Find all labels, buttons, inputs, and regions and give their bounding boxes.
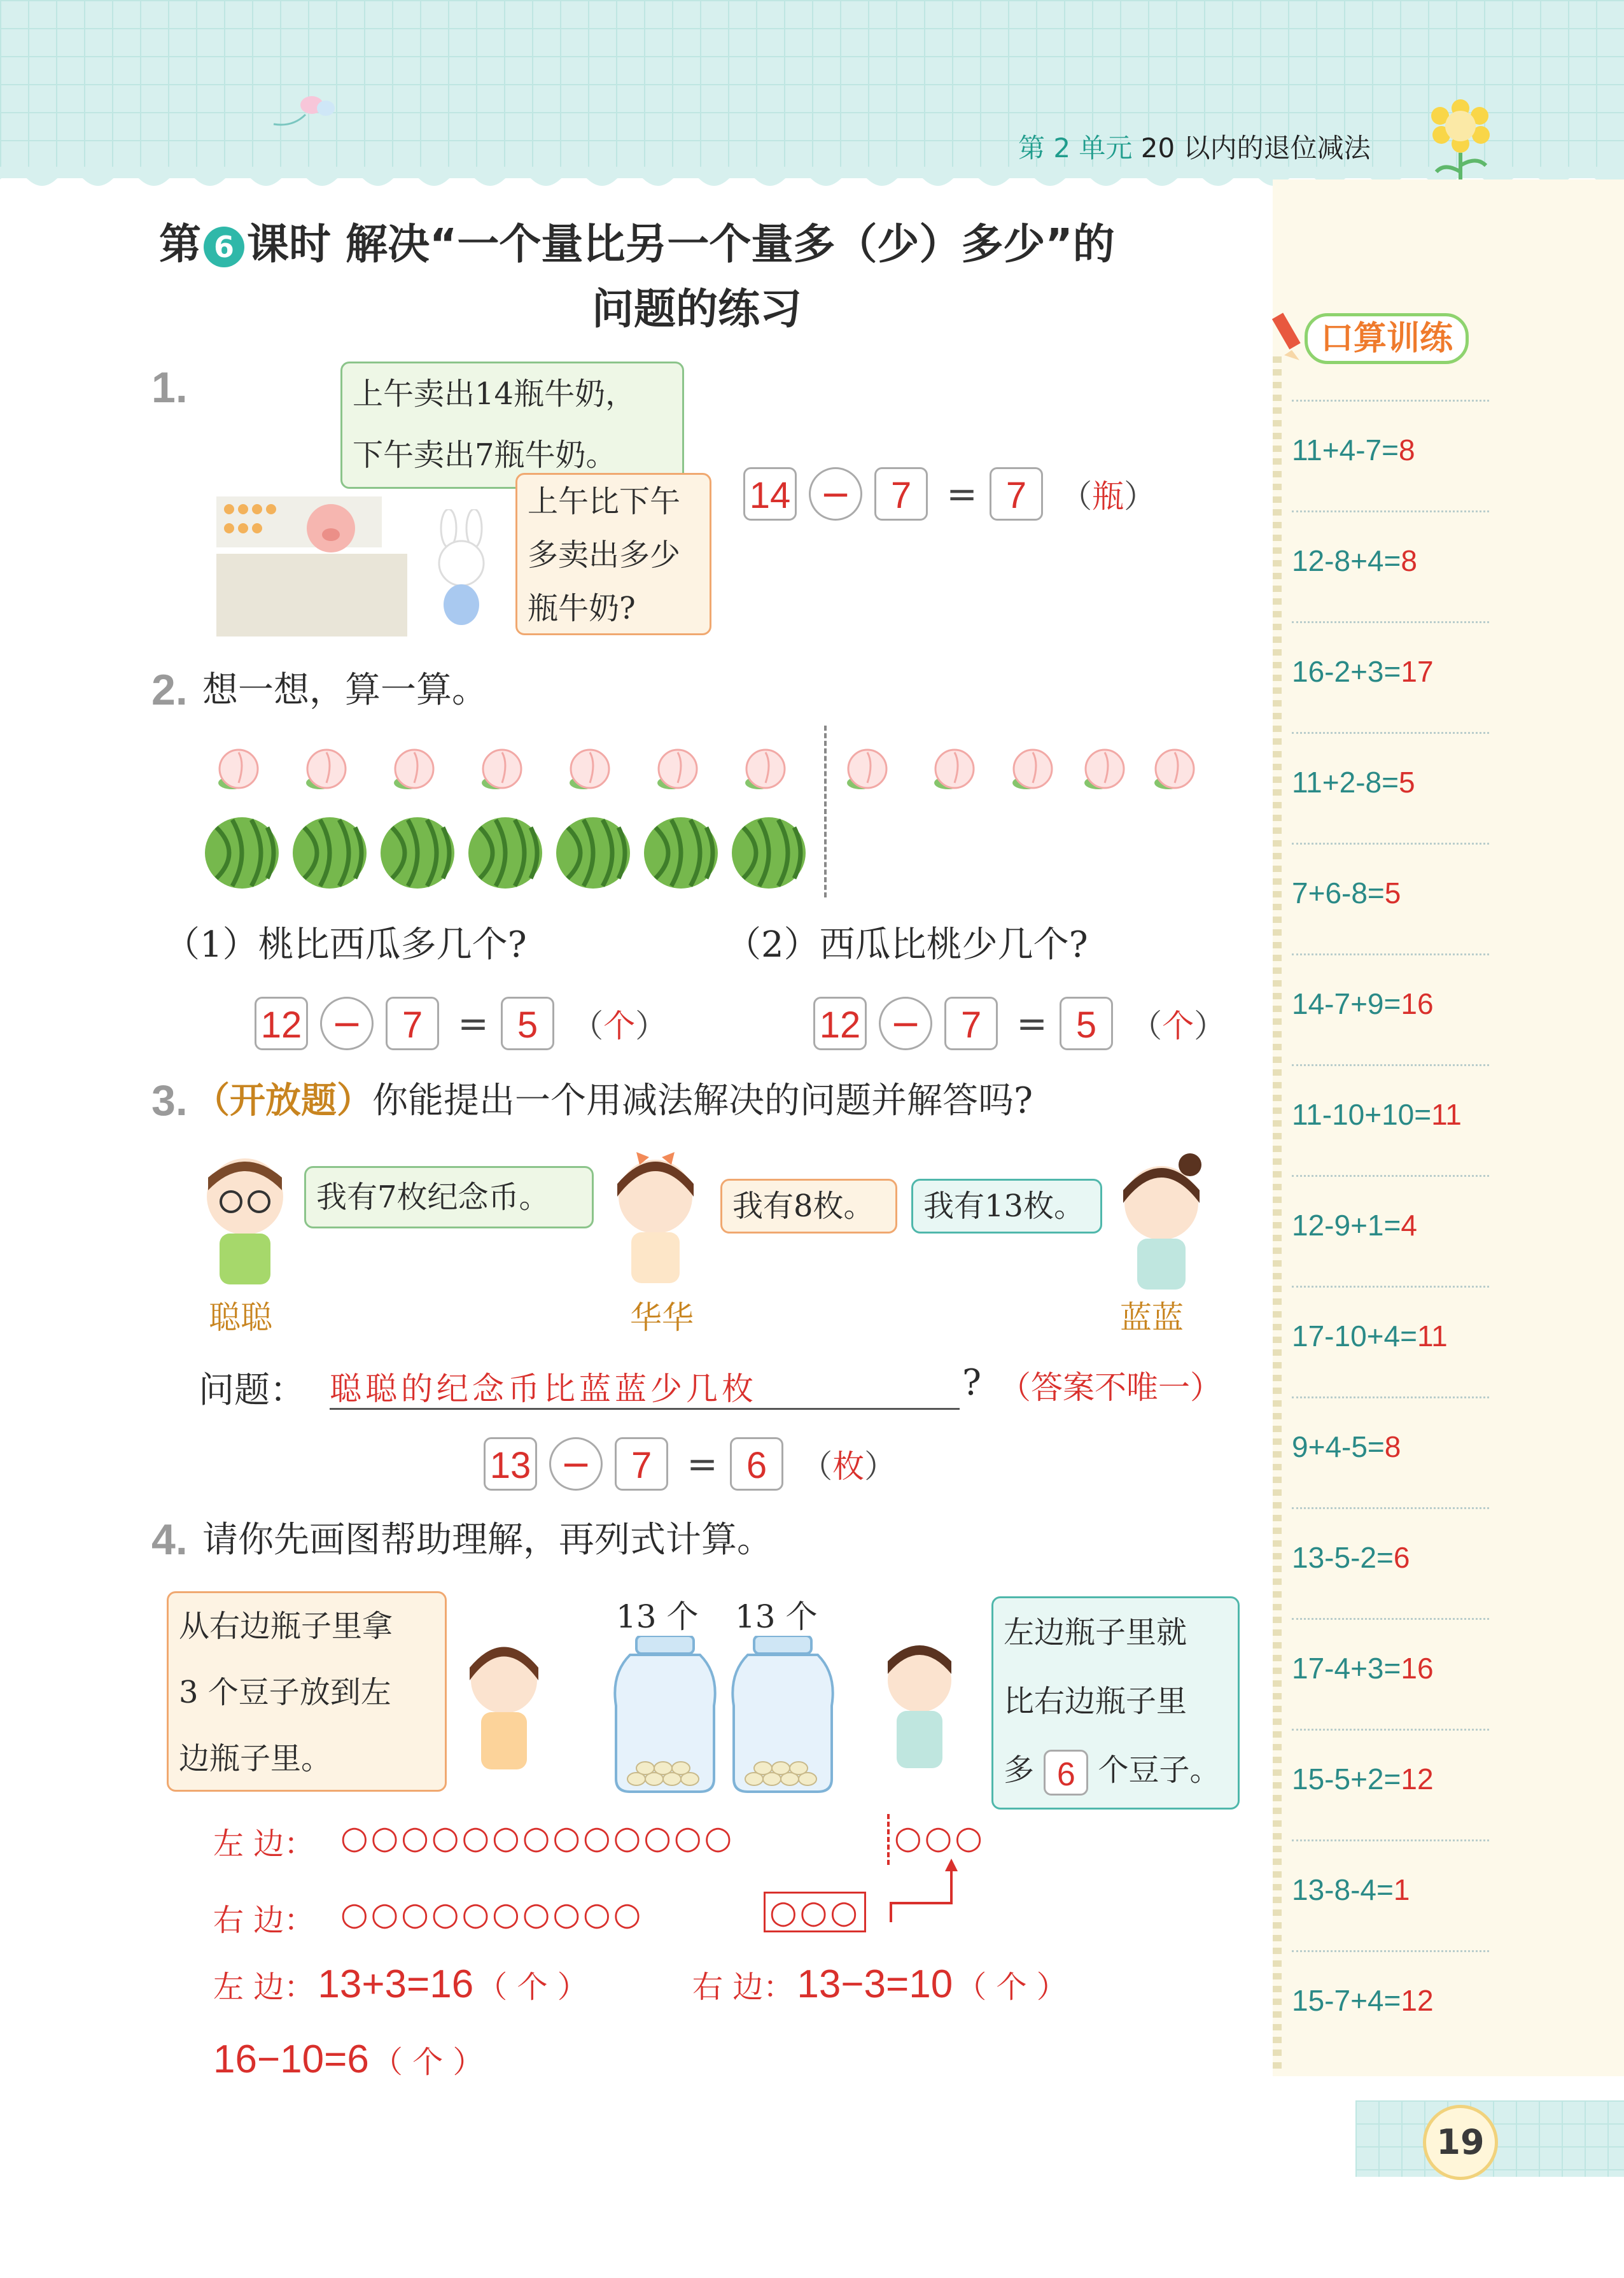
oral-calc-answer[interactable]: 16 [1401,987,1434,1020]
q4-calc3-unit: （ 个 ） [372,2044,484,2080]
oral-calc-divider [1292,953,1489,955]
lesson-title-line2: 问题的练习 [592,285,802,334]
q4-calc1: 13+3=16 [318,1962,474,2006]
oral-calc-expr: 12-8+4= [1292,544,1401,577]
q1-bubble1-line2: 下午卖出7瓶牛奶。 [353,437,617,473]
oral-calc-expr: 13-5-2= [1292,1541,1394,1574]
q3-bubble-c: 我有13枚。 [911,1179,1102,1234]
oral-calc-item [1292,1208,1483,1259]
oral-calc-answer[interactable]: 8 [1384,1430,1401,1463]
sidebar-title-badge [1266,311,1489,362]
q1-result[interactable]: 7 [990,467,1043,521]
boy-congcong-illustration [194,1152,309,1298]
oral-calc-divider [1292,1618,1489,1620]
q3-result[interactable]: 6 [730,1437,783,1491]
q3-tag: （开放题） [194,1079,372,1121]
oral-calc-expr: 15-5+2= [1292,1762,1401,1796]
q3-bubble-b: 我有8枚。 [720,1179,897,1234]
q4-bubble-answer[interactable]: 6 [1044,1750,1088,1796]
q3-equals: = [687,1442,718,1486]
q4-right-moved-circles: ○○○ [764,1892,866,1932]
q4-calc2-label: 右 边： [692,1969,794,2005]
oral-calc-item [1292,1097,1483,1148]
q4-calc-row-2 [692,1962,1067,2007]
q2-eq1-operand-a[interactable]: 12 [255,997,308,1050]
oral-calc-item [1292,544,1483,594]
oral-calc-divider [1292,400,1489,402]
q2-eq2-result[interactable]: 5 [1060,997,1113,1050]
oral-calc-divider [1292,1175,1489,1177]
oral-calc-answer[interactable]: 11 [1417,1319,1448,1353]
q4-bubble-left-line3: 边瓶子里。 [179,1741,332,1776]
oral-calc-answer[interactable]: 11 [1431,1098,1462,1131]
oral-calc-divider [1292,510,1489,512]
q3-unit: （枚） [801,1448,897,1485]
q1-bubble2-line2: 多卖出多少 [528,537,681,573]
q2-equation-2 [813,997,1235,1050]
q4-bubble-left [167,1591,447,1792]
oral-calc-divider [1292,1396,1489,1398]
oral-calc-expr: 11+2-8= [1292,766,1399,799]
q2-eq1-equals: = [458,1002,489,1045]
q4-jars-illustration [611,1636,846,1795]
jar-left-icon [615,1636,715,1792]
q4-right-circles: ○○○○○○○○○○ [340,1895,644,1932]
oral-calc-answer[interactable]: 1 [1393,1873,1410,1906]
oral-calc-item [1292,1319,1483,1370]
header-band [0,0,1624,178]
q4-jar-label-2: 13 个 [735,1598,818,1635]
girl-lanlan-illustration [1104,1152,1219,1298]
oral-calc-item [1292,1873,1483,1923]
oral-calc-expr: 14-7+9= [1292,987,1401,1020]
oral-calc-expr: 17-10+4= [1292,1319,1417,1353]
oral-calc-answer[interactable]: 12 [1401,1984,1434,2017]
q2-number: 2. [151,666,188,714]
q2-eq1-unit: （个） [571,1008,668,1044]
q4-right-label: 右 边： [213,1902,315,1938]
q2-sub2: （2）西瓜比桃少几个? [725,924,1088,966]
oral-calc-answer[interactable]: 6 [1393,1541,1410,1574]
oral-calc-item [1292,765,1483,816]
oral-calc-item [1292,1762,1483,1813]
q3-bubble-a: 我有7枚纪念币。 [304,1166,594,1228]
q1-bubble-question [515,473,711,635]
q4-bubble-left-line2: 3 个豆子放到左 [179,1675,391,1710]
oral-calc-answer[interactable]: 16 [1401,1652,1434,1685]
oral-calc-item [1292,1651,1483,1702]
q4-left-divider [887,1814,890,1865]
move-arrow-icon [878,1859,967,1929]
q1-bubble-statement [340,362,684,489]
q4-left-extra-circles: ○○○ [894,1819,985,1856]
q1-operand-b[interactable]: 7 [874,467,928,521]
oral-calc-divider [1292,1507,1489,1509]
oral-calc-item [1292,433,1483,484]
unit-title: 20 以内的退位减法 [1140,132,1371,164]
oral-calc-answer[interactable]: 17 [1401,655,1434,688]
oral-calc-divider [1292,1064,1489,1066]
q3-operand-b[interactable]: 7 [615,1437,668,1491]
oral-calc-answer[interactable]: 4 [1401,1209,1417,1242]
q4-bubble-right-line3: 多 6 个豆子。 [1004,1736,1228,1804]
q3-text: 你能提出一个用减法解决的问题并解答吗? [372,1080,1033,1121]
unit-heading [1018,127,1371,165]
q4-bubble-right-line2: 比右边瓶子里 [1004,1684,1187,1719]
q1-bubble1-line1: 上午卖出14瓶牛奶， [353,376,636,412]
page-number: 19 [1423,2105,1498,2180]
q2-eq2-unit: （个） [1130,1008,1226,1044]
oral-calc-item [1292,1540,1483,1591]
q1-bubble2-line3: 瓶牛奶? [528,591,636,626]
oral-calc-answer[interactable]: 8 [1401,544,1417,577]
oral-calc-expr: 7+6-8= [1292,876,1385,910]
q2-equation-1 [255,997,676,1050]
oral-calc-expr: 13-8-4= [1292,1873,1394,1906]
oral-calc-expr: 15-7+4= [1292,1984,1401,2017]
girl-pointing-illustration [459,1636,555,1789]
q3-operand-a[interactable]: 13 [484,1437,537,1491]
jar-right-icon [732,1636,832,1792]
oral-calc-item [1292,1983,1483,2034]
q4-left-label: 左 边： [213,1826,315,1862]
rabbit-illustration [420,509,503,630]
q3-name-b: 华华 [630,1299,694,1336]
q4-calc2: 13−3=10 [797,1962,953,2006]
oral-calc-expr: 9+4-5= [1292,1430,1385,1463]
q2-eq2-operator[interactable]: − [879,997,932,1050]
oral-calc-answer[interactable]: 8 [1398,433,1415,467]
q4-calc-row-1 [213,1962,588,2007]
q2-eq2-operand-b[interactable]: 7 [944,997,998,1050]
q4-jar-label-1: 13 个 [616,1598,699,1635]
oral-calc-divider [1292,621,1489,623]
q4-bubble-right [991,1596,1240,1810]
sidebar-title: 口算训练 [1305,313,1469,364]
oral-calc-expr: 16-2+3= [1292,655,1401,688]
q3-question-answer[interactable]: 聪聪的纪念币比蓝蓝少几枚 [330,1363,960,1410]
q3-heading [194,1072,1033,1123]
q3-number: 3. [151,1076,188,1125]
q3-equation [484,1437,905,1491]
oral-calc-divider [1292,732,1489,734]
q3-name-c: 蓝蓝 [1120,1299,1184,1336]
oral-calc-divider [1292,843,1489,845]
q3-question-mark: ? [962,1362,982,1403]
q1-operator[interactable]: − [809,467,862,521]
milk-shop-illustration [216,471,407,636]
oral-calc-item [1292,876,1483,927]
oral-calc-expr: 17-4+3= [1292,1652,1401,1685]
oral-calc-item [1292,654,1483,705]
oral-calc-divider [1292,1950,1489,1952]
q1-operand-a[interactable]: 14 [743,467,797,521]
lesson-prefix: 第 [159,220,201,269]
q3-question-label: 问题： [199,1370,305,1411]
q4-bubble-right-line1: 左边瓶子里就 [1004,1615,1187,1650]
q2-fruit-illustration [204,732,1222,904]
oral-calc-divider [1292,1839,1489,1841]
q4-calc1-unit: （ 个 ） [477,1969,588,2005]
q1-unit: （瓶） [1060,478,1156,515]
q2-text: 想一想，算一算。 [202,670,487,711]
q3-note: （答案不唯一） [999,1369,1222,1406]
q2-eq1-result[interactable]: 5 [501,997,554,1050]
q3-operator[interactable]: − [549,1437,603,1491]
q4-text: 请你先画图帮助理解，再列式计算。 [202,1519,773,1561]
q3-name-a: 聪聪 [209,1299,272,1336]
lesson-title-rest: 课时 解决“一个量比另一个量多（少）多少”的 [247,220,1115,269]
girl-huahua-illustration [605,1152,706,1298]
oral-calc-answer[interactable]: 12 [1401,1762,1434,1796]
q2-eq2-operand-a[interactable]: 12 [813,997,867,1050]
q1-equation [743,467,1165,521]
q1-number: 1. [151,363,188,412]
q4-calc3: 16−10=6 [213,2037,369,2081]
q1-equals: = [946,472,977,516]
q2-eq2-equals: = [1016,1002,1047,1045]
q2-eq1-operator[interactable]: − [320,997,374,1050]
q4-calc-row-3 [213,2037,483,2082]
boy-pointing-illustration [869,1636,964,1789]
q4-bubble-left-line1: 从右边瓶子里拿 [179,1608,393,1644]
sunflower-icon [1429,95,1505,185]
q4-left-circles: ○○○○○○○○○○○○○ [340,1819,735,1856]
oral-calc-divider [1292,1286,1489,1288]
q4-calc2-unit: （ 个 ） [956,1969,1067,2005]
q1-bubble2-line1: 上午比下午 [528,484,681,519]
sidebar-stripe [1273,356,1282,2075]
oral-calc-item [1292,1430,1483,1480]
butterfly-icon [267,89,344,134]
oral-calc-expr: 11+4-7= [1292,433,1399,467]
oral-calc-answer[interactable]: 5 [1384,876,1401,910]
q2-eq1-operand-b[interactable]: 7 [386,997,439,1050]
unit-label: 第 2 单元 [1018,132,1133,164]
q4-number: 4. [151,1515,188,1564]
q2-sub1: （1）桃比西瓜多几个? [164,924,527,966]
oral-calc-divider [1292,1729,1489,1731]
oral-calc-answer[interactable]: 5 [1398,766,1415,799]
q4-calc1-label: 左 边： [213,1969,315,2005]
oral-calc-expr: 11-10+10= [1292,1098,1432,1131]
lesson-title-line1 [159,210,1115,271]
oral-calc-item [1292,987,1483,1037]
lesson-number-badge: 6 [204,227,244,267]
oral-calc-expr: 12-9+1= [1292,1209,1401,1242]
